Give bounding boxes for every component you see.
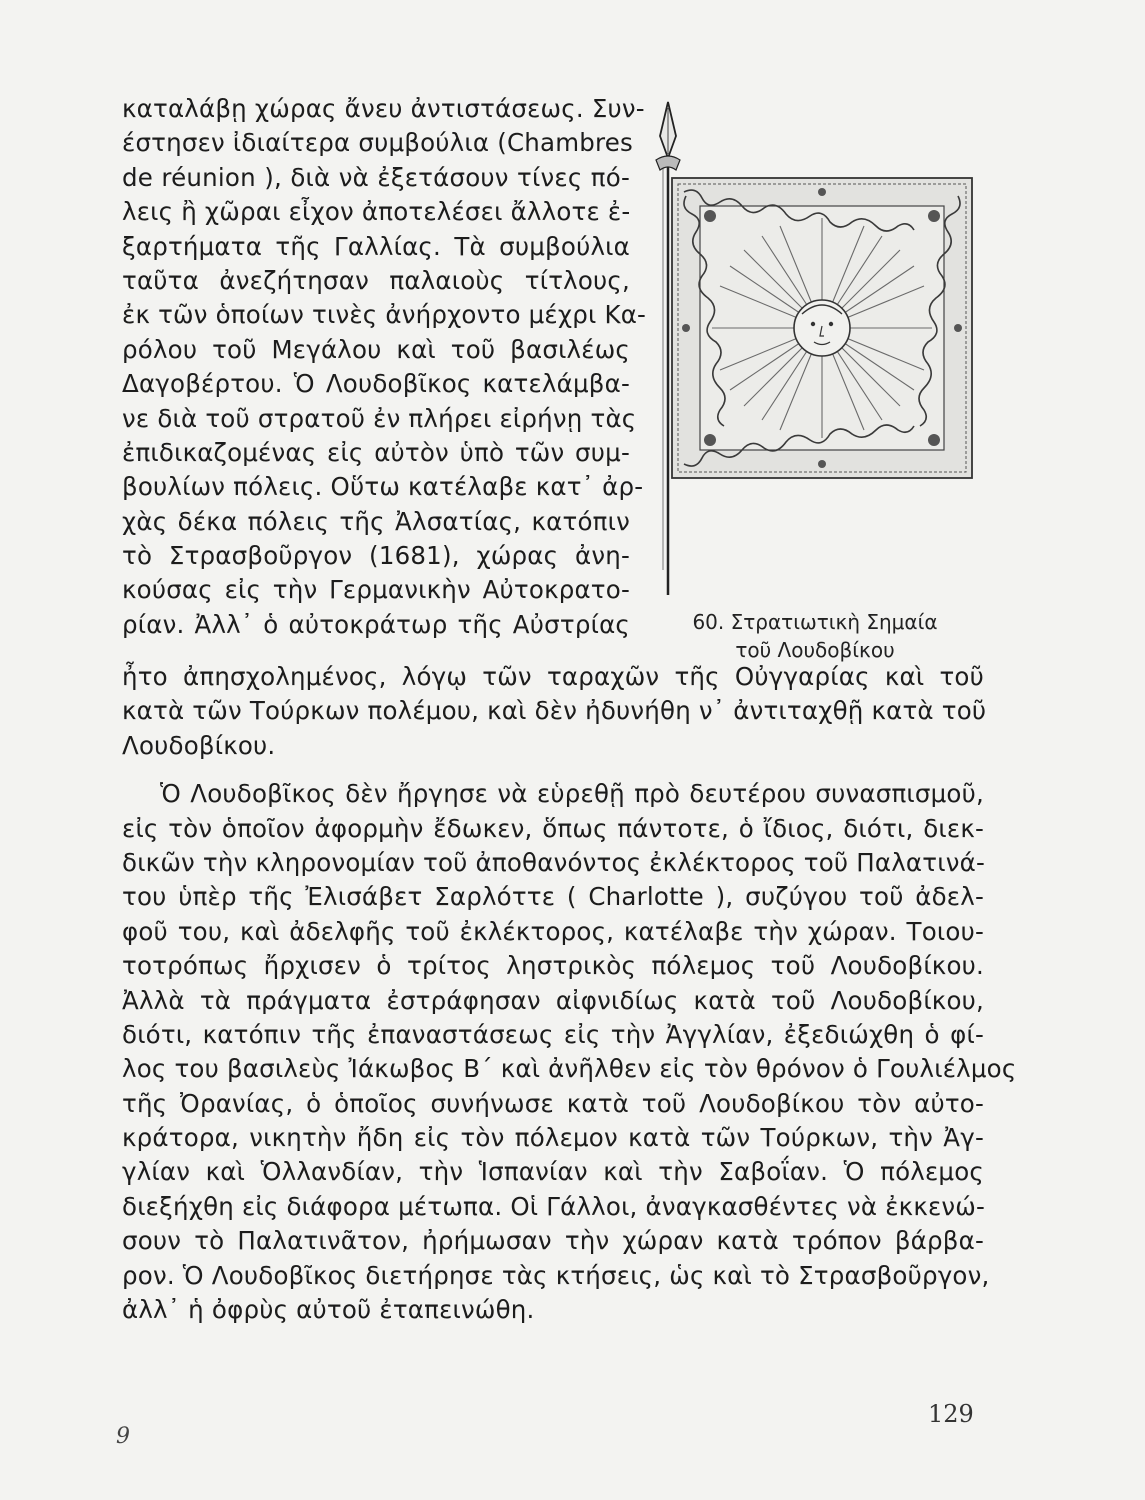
text-line: κατὰ τῶν Τούρκων πολέμου, καὶ δὲν ἠδυνήθη ν᾽ ἀντιταχθῇ κατὰ τοῦ [122,696,987,726]
text-line: χὰς δέκα πόλεις τῆς Ἀλσατίας, κατόπιν [122,506,630,536]
text-line: κούσας εἰς τὴν Γερμανικὴν Αὐτοκρατο- [122,575,630,605]
full-width-text [122,660,1017,1327]
text-line: ταῦτα ἀνεζήτησαν παλαιοὺς τίτλους, [122,265,630,295]
text-line: Λουδοβίκου. [122,730,276,760]
text-line: Δαγοβέρτου. Ὁ Λουδοβῖκος κατελάμβα- [122,369,630,399]
figure-caption [650,608,980,664]
text-line: διότι, κατόπιν τῆς ἐπαναστάσεως εἰς τὴν Ἀγγλίαν, ἐξεδιώχθη ὁ φί- [122,1019,984,1049]
page-number: 129 [928,1400,974,1428]
signature-mark: 9 [116,1424,130,1449]
text-line: λος του βασιλεὺς Ἰάκωβος Β΄ καὶ ἀνῆλθεν εἰς τὸν θρόνον ὁ Γουλιέλμος [122,1054,1017,1084]
caption-line-title: 60. Στρατιωτικὴ Σημαία [692,610,938,634]
text-line: ἀλλ᾽ ἡ ὀφρὺς αὐτοῦ ἐταπεινώθη. [122,1295,535,1325]
text-line: φοῦ του, καὶ ἀδελφῆς τοῦ ἐκλέκτορος, κατέλαβε τὴν χώραν. Τοιου- [122,916,984,946]
text-line: διεξήχθη εἰς διάφορα μέτωπα. Οἱ Γάλλοι, ἀναγκασθέντες νὰ ἐκκενώ- [122,1191,986,1221]
text-line: τῆς Ὀρανίας, ὁ ὁποῖος συνήνωσε κατὰ τοῦ Λουδοβίκου τὸν αὐτο- [122,1088,984,1118]
text-line: Ἀλλὰ τὰ πράγματα ἐστράφησαν αἰφνιδίως κατὰ τοῦ Λουδοβίκου, [122,985,984,1015]
text-line: κράτορα, νικητὴν ἤδη εἰς τὸν πόλεμον κατὰ τῶν Τούρκων, τὴν Ἀγ- [122,1123,984,1153]
flag-illustration-icon [650,100,980,600]
text-line: ἐπιδικαζομένας εἰς αὐτὸν ὑπὸ τῶν συμ- [122,437,630,467]
text-line: βουλίων πόλεις. Οὕτω κατέλαβε κατ᾽ ἀρ- [122,472,644,502]
text-line: ρον. Ὁ Λουδοβῖκος διετήρησε τὰς κτήσεις, ὡς καὶ τὸ Στρασβοῦργον, [122,1260,990,1290]
wrapped-text-column [122,92,647,642]
text-line: τὸ Στρασβοῦργον (1681), χώρας ἀνη- [122,541,630,571]
text-line: καταλάβῃ χώρας ἄνευ ἀντιστάσεως. Συν- [122,94,645,123]
text-line: ἐκ τῶν ὁποίων τινὲς ἀνήρχοντο μέχρι Κα- [122,300,647,330]
text-line: ξαρτήματα τῆς Γαλλίας. Τὰ συμβούλια [122,231,630,261]
text-line: νε διὰ τοῦ στρατοῦ ἐν πλήρει εἰρήνῃ τὰς [122,403,637,433]
text-line: σουν τὸ Παλατινᾶτον, ἠρήμωσαν τὴν χώραν κατὰ τρόπον βάρβα- [122,1226,984,1256]
text-line: de réunion ), διὰ νὰ ἐξετάσουν τίνες πό- [122,162,630,192]
text-line: έστησεν ἰδιαίτερα συμβούλια (Chambres [122,128,634,158]
text-line: του ὑπὲρ τῆς Ἐλισάβετ Σαρλόττε ( Charlotte ), συζύγου τοῦ ἀδελ- [122,882,984,912]
flag-figure [650,100,980,660]
text-line: εἰς τὸν ὁποῖον ἀφορμὴν ἔδωκεν, ὅπως πάντοτε, ὁ ἴδιος, διότι, διεκ- [122,813,984,843]
text-line: γλίαν καὶ Ὁλλανδίαν, τὴν Ἱσπανίαν καὶ τὴν Σαβοΐαν. Ὁ πόλεμος [122,1157,984,1187]
text-line: δικῶν τὴν κληρονομίαν τοῦ ἀποθανόντος ἐκλέκτορος τοῦ Παλατινά- [122,847,985,877]
paragraph-gap [122,763,984,777]
caption-line-subtitle: τοῦ Λουδοβίκου [735,638,895,662]
text-line: τοτρόπως ἤρχισεν ὁ τρίτος ληστρικὸς πόλεμος τοῦ Λουδοβίκου. [122,951,984,981]
text-line: ρίαν. Ἀλλ᾽ ὁ αὐτοκράτωρ τῆς Αὐστρίας [122,609,630,639]
text-line: λεις ἢ χῶραι εἶχον ἀποτελέσει ἄλλοτε ἐ- [122,197,631,227]
text-line: Ὁ Λουδοβῖκος δὲν ἤργησε νὰ εὑρεθῇ πρὸ δευτέρου συνασπισμοῦ, [160,779,984,809]
text-line: ἦτο ἀπησχολημένος, λόγῳ τῶν ταραχῶν τῆς Οὐγγαρίας καὶ τοῦ [122,662,984,691]
text-line: ρόλου τοῦ Μεγάλου καὶ τοῦ βασιλέως [122,334,630,364]
